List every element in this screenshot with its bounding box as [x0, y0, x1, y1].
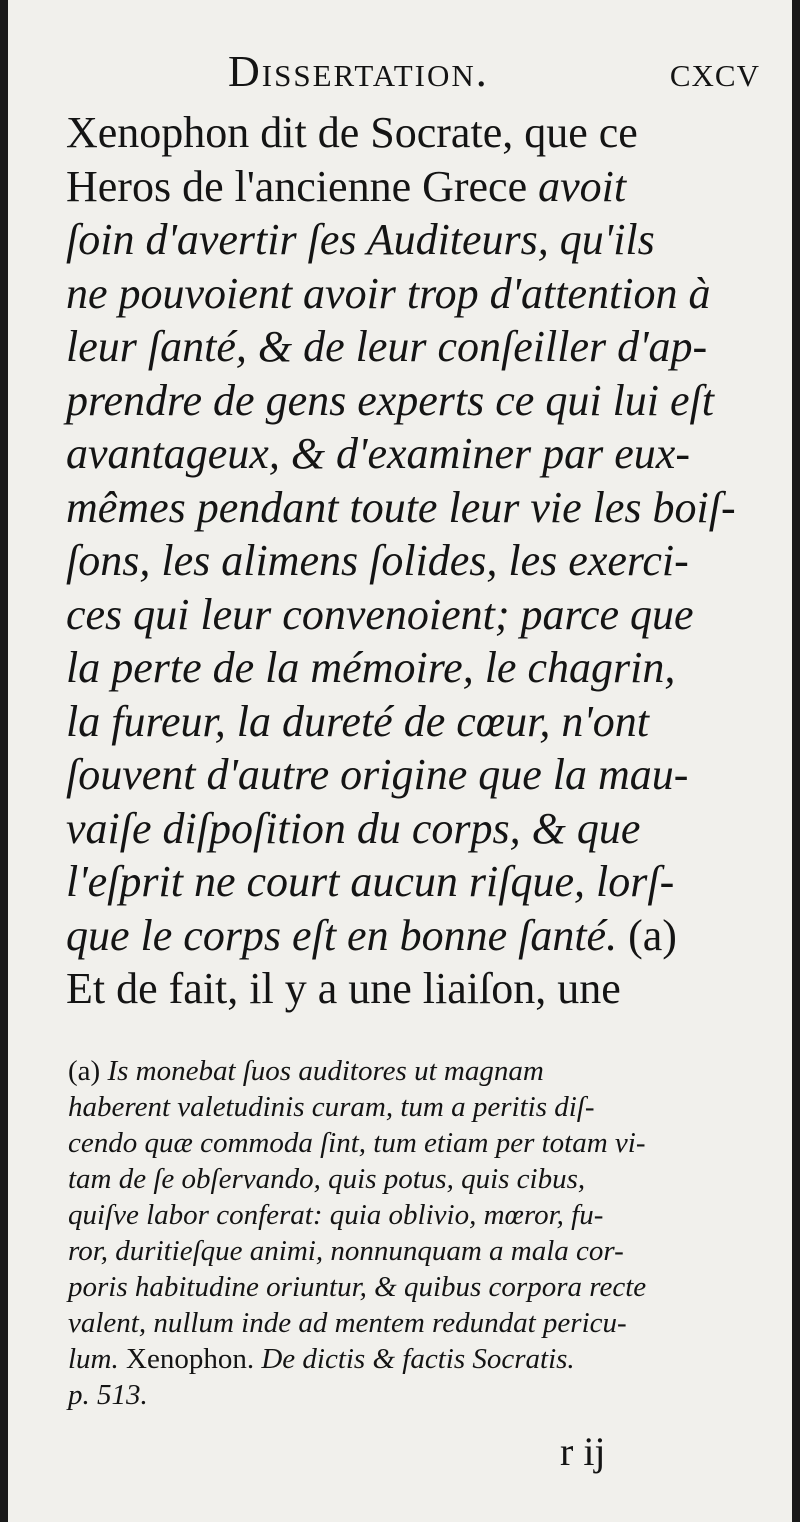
footnote-line: ror, duritieſque animi, nonnunquam a mala cor- [68, 1235, 624, 1267]
text-line: la perte de la mémoire, le chagrin, [66, 643, 676, 692]
text-line [66, 106, 748, 160]
signature-mark: r ij [560, 1429, 606, 1474]
footnote-ref: (a) [628, 910, 677, 960]
running-title: Dissertation. [228, 47, 489, 96]
footnote-line: tam de ſe obſervando, quis potus, quis cibus, [68, 1163, 586, 1195]
text-line: Et de fait, il y a une liaiſon, une [66, 964, 621, 1013]
footnote-line: cendo quæ commoda ſint, tum etiam per totam vi- [68, 1127, 646, 1159]
footnote-line: quiſve labor conferat: quia oblivio, mœror, fu- [68, 1199, 604, 1231]
text-italic: que le corps eſt en bonne ſanté. [66, 910, 629, 960]
running-header [68, 46, 766, 104]
text-line: avantageux, & d'examiner par eux- [66, 429, 690, 478]
text-italic: avoit [538, 161, 627, 211]
page-number: cxcv [669, 47, 760, 96]
text-line: vaiſe diſpoſition du corps, & que [66, 803, 641, 853]
footnote-line [68, 1053, 748, 1089]
footnote-author: Xenophon. [126, 1343, 255, 1375]
text-line: ſouvent d'autre origine que la mau- [66, 750, 689, 799]
text-line: l'eſprit ne court aucun riſque, lorſ- [66, 857, 675, 906]
body-text [66, 106, 748, 1016]
footnote-line: valent, nullum inde ad mentem redundat pericu- [68, 1307, 627, 1339]
page [8, 0, 792, 1522]
text-line [66, 909, 748, 963]
text-line: ne pouvoient avoir trop d'attention à [66, 268, 711, 318]
footnote-line: haberent valetudinis curam, tum a peritis diſ- [68, 1091, 595, 1123]
text-line: leur ſanté, & de leur conſeiller d'ap- [66, 322, 708, 371]
footnote-italic: Is monebat ſuos auditores ut magnam [107, 1055, 544, 1087]
text-line: mêmes pendant toute leur vie les boiſ- [66, 482, 736, 532]
footnote-marker: (a) [68, 1055, 108, 1087]
text-line: la fureur, la dureté de cœur, n'ont [66, 696, 649, 746]
footnote-line: poris habitudine oriuntur, & quibus corpora recte [68, 1271, 647, 1303]
footnote-italic: lum. [68, 1343, 126, 1375]
footnote [68, 1053, 748, 1413]
text-line [66, 160, 748, 214]
text-roman: Heros de l'ancienne Grece [66, 161, 539, 211]
text-line: prendre de gens experts ce qui lui eſt [66, 375, 714, 425]
text-line: ſons, les alimens ſolides, les exerci- [66, 536, 689, 585]
text-line: ſoin d'avertir ſes Auditeurs, qu'ils [66, 215, 655, 264]
footnote-line [68, 1341, 748, 1377]
text-line: ces qui leur convenoient; parce que [66, 589, 694, 639]
footnote-source: De dictis & factis Socratis. [254, 1343, 575, 1375]
footnote-line: p. 513. [68, 1379, 148, 1411]
text-roman: Xenophon dit de Socrate, que ce [66, 108, 638, 157]
